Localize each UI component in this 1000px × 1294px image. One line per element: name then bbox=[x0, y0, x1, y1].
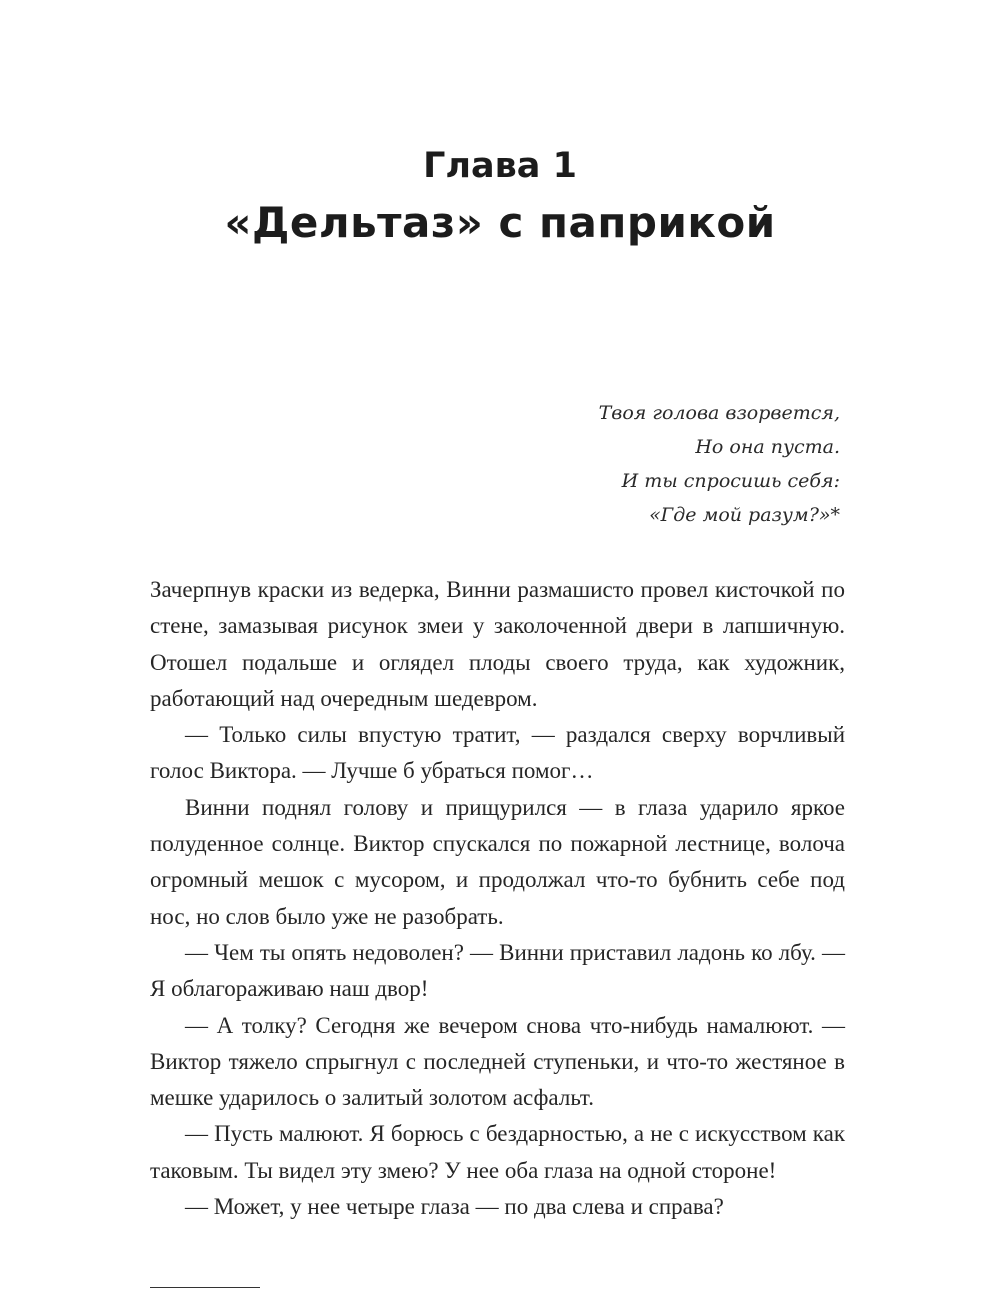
chapter-heading bbox=[0, 140, 1000, 254]
paragraph: Зачерпнув краски из ведерка, Винни размашисто провел кисточкой по стене, замазывая рисунок змеи у заколоченной двери в лапшичную. Отошел подальше и оглядел плоды своего труда, как художник, работающий над очередным шедевром. bbox=[150, 577, 845, 711]
paragraph: — Чем ты опять недоволен? — Винни приставил ладонь ко лбу. — Я облагораживаю наш двор! bbox=[150, 939, 845, 1002]
paragraph: — Пусть малюют. Я борюсь с бездарностью, а не с искусством как таковым. Ты видел эту змею? У нее оба глаза на одной стороне! bbox=[150, 1121, 845, 1183]
paragraph: — А толку? Сегодня же вечером снова что-нибудь намалюют. — Виктор тяжело спрыгнул с последней ступеньки, и что-то жестяное в мешке ударилось о залитый золотом асфальт. bbox=[150, 1012, 845, 1111]
chapter-title: «Дельтаз» с паприкой bbox=[224, 198, 776, 247]
chapter-number: Глава 1 bbox=[423, 146, 577, 186]
epigraph-line: Твоя голова взорвется, bbox=[598, 402, 840, 424]
epigraph-line: Но она пуста. bbox=[695, 436, 840, 458]
body-text bbox=[150, 572, 845, 1225]
paragraph: — Только силы впустую тратит, — раздался сверху ворчливый голос Виктора. — Лучше б убраться помог… bbox=[150, 722, 845, 784]
epigraph-line: «Где мой разум?»* bbox=[649, 504, 840, 526]
paragraph: — Может, у нее четыре глаза — по два слева и справа? bbox=[185, 1194, 724, 1220]
paragraph: Винни поднял голову и прищурился — в глаза ударило яркое полуденное солнце. Виктор спускался по пожарной лестнице, волоча огромный мешок с мусором, и продолжал что-то бубнить себе под нос, но слов было уже не разобрать. bbox=[150, 794, 845, 929]
epigraph-line: И ты спросишь себя: bbox=[621, 470, 840, 492]
footnote-divider bbox=[150, 1287, 260, 1288]
epigraph bbox=[340, 396, 840, 532]
